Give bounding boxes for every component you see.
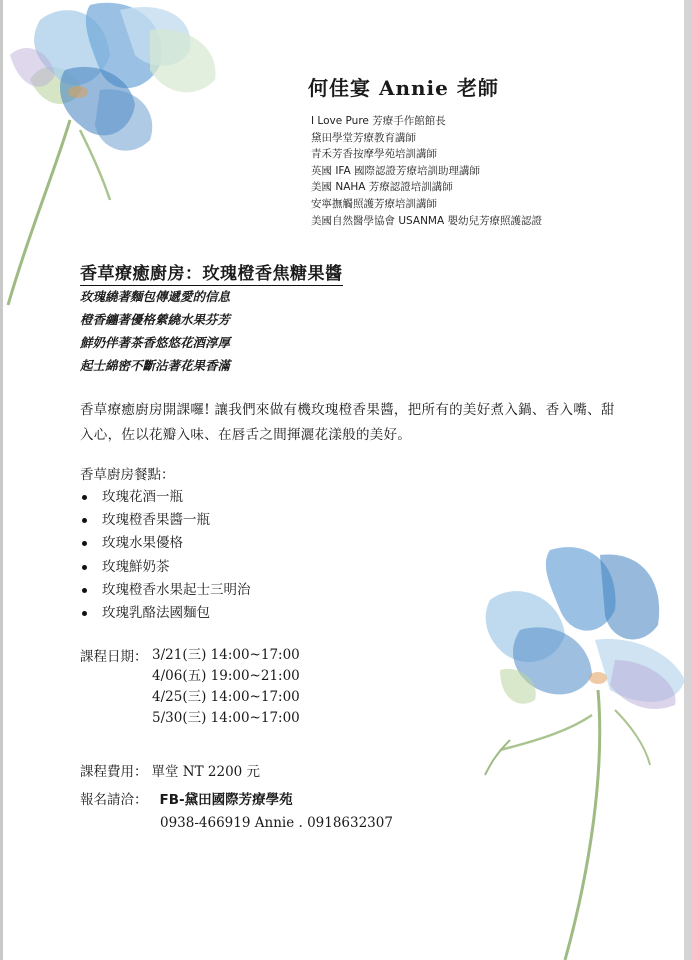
schedule-label: 課程日期： — [80, 649, 148, 665]
poem-lines — [80, 285, 230, 377]
menu-item-label: 玫瑰乳酪法國麵包 — [102, 605, 210, 622]
credential-item: 黛田學堂芳療教育講師 — [311, 131, 416, 144]
registration-row — [80, 788, 293, 808]
intro-paragraph: 香草療癒廚房開課囉! 讓我們來做有機玫瑰橙香果醬，把所有的美好煮入鍋、香入嘴、甜入心，佐以花瓣入味、在唇舌之間揮灑花漾般的美好。 — [80, 402, 615, 443]
watercolor-flower-bottom-illustration — [480, 540, 692, 960]
credential-item: 美國自然醫學協會 USANMA 嬰幼兒芳療照護認證 — [311, 214, 542, 227]
poem-line: 鮮奶伴著茶香悠悠花酒淳厚 — [80, 335, 231, 350]
credential-item: 英國 IFA 國際認證芳療培訓助理講師 — [311, 164, 481, 177]
menu-item-label: 玫瑰橙香果醬一瓶 — [102, 512, 210, 529]
schedule-date: 4/25(三) 14:00~17:00 — [152, 689, 300, 705]
menu-item — [80, 602, 251, 625]
bullet-icon — [82, 565, 87, 570]
registration-phones: 0938-466919 Annie . 0918632307 — [160, 815, 393, 831]
poem-line: 橙香纏著優格縈繞水果芬芳 — [80, 312, 231, 327]
teacher-credentials-list — [311, 113, 542, 229]
fee-value: 單堂 NT 2200 元 — [151, 764, 261, 780]
menu-item-label: 玫瑰橙香水果起士三明治 — [102, 581, 251, 598]
menu-item — [80, 509, 251, 532]
registration-label: 報名請洽： — [80, 792, 148, 808]
event-title: 香草療癒廚房：玫瑰橙香焦糖果醬 — [80, 259, 343, 286]
poem-line: 起士綿密不斷沾著花果香滿 — [80, 358, 231, 373]
credential-item: I Love Pure 芳療手作館館長 — [311, 115, 446, 127]
menu-item — [80, 579, 251, 602]
menu-list — [80, 486, 251, 625]
credential-item: 美國 NAHA 芳療認證培訓講師 — [311, 181, 453, 194]
credential-item: 青禾芳香按摩學苑培訓講師 — [311, 148, 437, 161]
schedule-dates — [152, 645, 300, 729]
fee-label: 課程費用： — [80, 764, 148, 780]
menu-heading: 香草廚房餐點： — [80, 467, 175, 483]
menu-item-label: 玫瑰花酒一瓶 — [102, 489, 183, 505]
schedule-date: 5/30(三) 14:00~17:00 — [152, 710, 300, 726]
menu-item-label: 玫瑰水果優格 — [102, 535, 183, 552]
schedule-date: 3/21(三) 14:00~17:00 — [152, 647, 300, 663]
teacher-name: 何佳宴 Annie 老師 — [308, 76, 499, 100]
bullet-icon — [82, 588, 87, 593]
poem-line: 玫瑰繞著麵包傳遞愛的信息 — [80, 289, 231, 304]
bullet-icon — [82, 518, 87, 523]
bullet-icon — [82, 541, 87, 546]
menu-item — [80, 486, 251, 509]
schedule-date: 4/06(五) 19:00~21:00 — [152, 668, 300, 684]
fee-row — [80, 760, 260, 780]
bullet-icon — [82, 611, 87, 616]
menu-item — [80, 532, 251, 555]
credential-item: 安寧撫觸照護芳療培訓講師 — [311, 197, 437, 210]
registration-fb-page: FB-黛田國際芳療學苑 — [159, 792, 293, 808]
menu-item — [80, 556, 251, 579]
bullet-icon — [82, 495, 87, 500]
menu-item-label: 玫瑰鮮奶茶 — [102, 558, 170, 575]
